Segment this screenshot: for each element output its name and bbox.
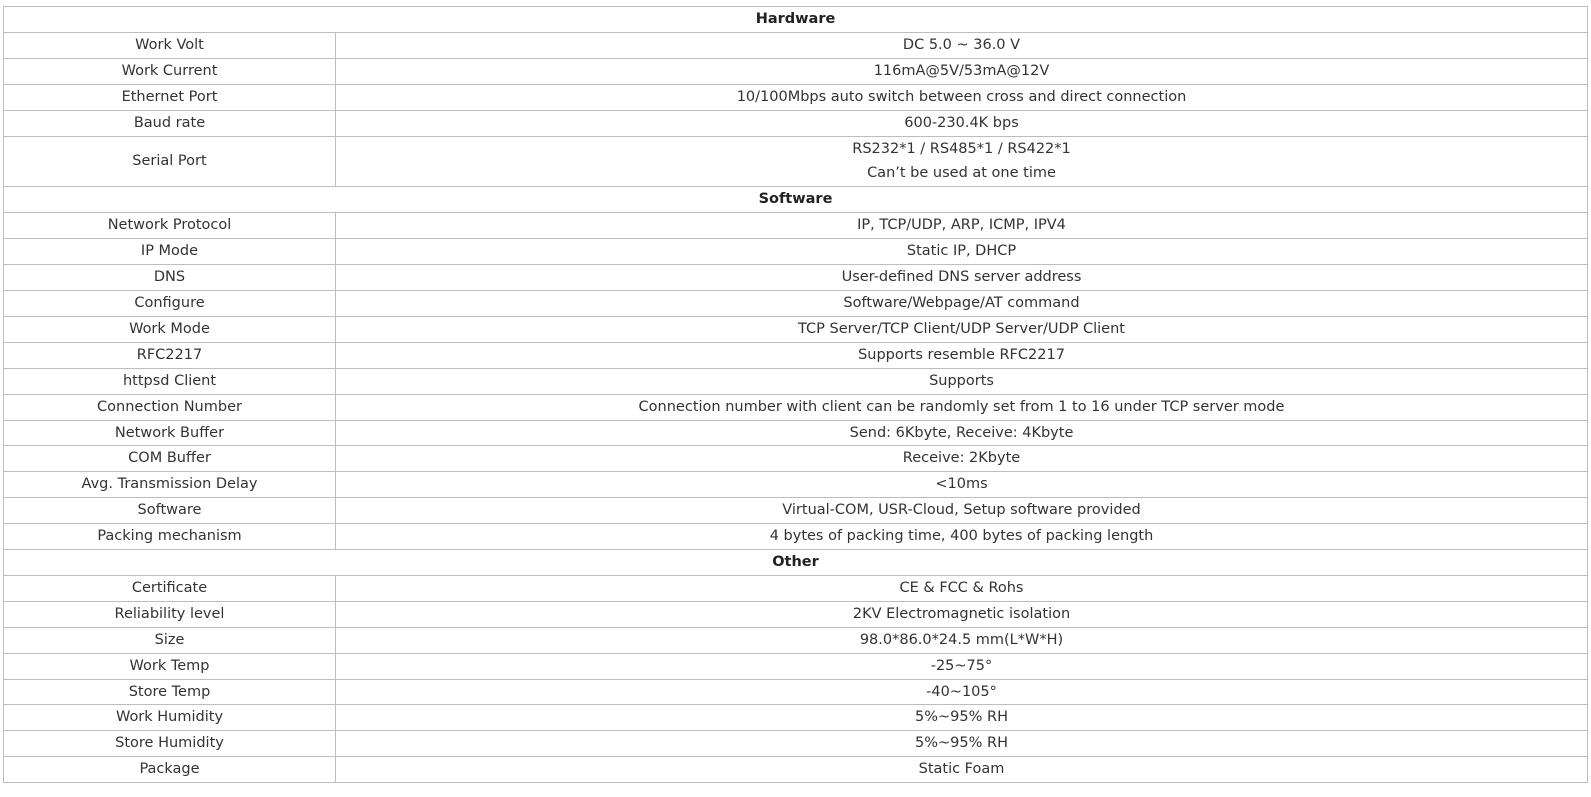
row-value: IP, TCP/UDP, ARP, ICMP, IPV4 [336, 213, 1588, 239]
row-value: CE & FCC & Rohs [336, 575, 1588, 601]
row-value: Supports resemble RFC2217 [336, 342, 1588, 368]
table-row [4, 420, 1588, 446]
row-label: Avg. Transmission Delay [4, 472, 336, 498]
table-row [4, 679, 1588, 705]
row-value: Send: 6Kbyte, Receive: 4Kbyte [336, 420, 1588, 446]
row-value: 116mA@5V/53mA@12V [336, 58, 1588, 84]
table-row [4, 472, 1588, 498]
table-row [4, 58, 1588, 84]
table-row [4, 136, 1588, 187]
table-row [4, 498, 1588, 524]
row-label: Size [4, 627, 336, 653]
row-label: Serial Port [4, 136, 336, 187]
table-row [4, 446, 1588, 472]
table-row [4, 213, 1588, 239]
table-row [4, 290, 1588, 316]
row-value: -25~75° [336, 653, 1588, 679]
row-label: Work Volt [4, 32, 336, 58]
row-label: Software [4, 498, 336, 524]
table-row [4, 342, 1588, 368]
table-row [4, 239, 1588, 265]
table-row [4, 110, 1588, 136]
row-value: 98.0*86.0*24.5 mm(L*W*H) [336, 627, 1588, 653]
table-row [4, 731, 1588, 757]
table-row [4, 653, 1588, 679]
row-label: DNS [4, 265, 336, 291]
row-label: Packing mechanism [4, 524, 336, 550]
row-label: Connection Number [4, 394, 336, 420]
section-header-other: Other [4, 550, 1588, 576]
table-row [4, 368, 1588, 394]
row-value: DC 5.0 ~ 36.0 V [336, 32, 1588, 58]
row-value [336, 136, 1588, 187]
row-value: <10ms [336, 472, 1588, 498]
table-row [4, 757, 1588, 783]
row-label: Reliability level [4, 601, 336, 627]
section-header-row [4, 7, 1588, 33]
row-label: Ethernet Port [4, 84, 336, 110]
row-label: Network Protocol [4, 213, 336, 239]
table-row [4, 265, 1588, 291]
table-row [4, 84, 1588, 110]
table-row [4, 524, 1588, 550]
table-row [4, 601, 1588, 627]
row-value: 5%~95% RH [336, 731, 1588, 757]
row-value: 10/100Mbps auto switch between cross and direct connection [336, 84, 1588, 110]
row-value-line: RS232*1 / RS485*1 / RS422*1 [852, 140, 1071, 157]
row-label: Store Humidity [4, 731, 336, 757]
row-value: User-defined DNS server address [336, 265, 1588, 291]
table-row [4, 627, 1588, 653]
row-value: Receive: 2Kbyte [336, 446, 1588, 472]
row-value-line: Can’t be used at one time [867, 165, 1056, 182]
row-value: 4 bytes of packing time, 400 bytes of packing length [336, 524, 1588, 550]
row-value: Virtual-COM, USR-Cloud, Setup software provided [336, 498, 1588, 524]
row-label: IP Mode [4, 239, 336, 265]
row-value: 2KV Electromagnetic isolation [336, 601, 1588, 627]
section-header-row [4, 187, 1588, 213]
spec-table [3, 6, 1588, 783]
row-label: Work Current [4, 58, 336, 84]
table-row [4, 316, 1588, 342]
row-value: Supports [336, 368, 1588, 394]
row-value: 5%~95% RH [336, 705, 1588, 731]
row-label: Configure [4, 290, 336, 316]
section-header-software: Software [4, 187, 1588, 213]
row-label: Work Temp [4, 653, 336, 679]
row-value: Software/Webpage/AT command [336, 290, 1588, 316]
row-value: 600-230.4K bps [336, 110, 1588, 136]
row-label: Network Buffer [4, 420, 336, 446]
table-row [4, 575, 1588, 601]
row-label: Package [4, 757, 336, 783]
row-label: Baud rate [4, 110, 336, 136]
row-value: Static Foam [336, 757, 1588, 783]
table-row [4, 705, 1588, 731]
row-label: RFC2217 [4, 342, 336, 368]
row-value: Static IP, DHCP [336, 239, 1588, 265]
section-header-row [4, 550, 1588, 576]
table-row [4, 32, 1588, 58]
row-label: Work Mode [4, 316, 336, 342]
section-header-hardware: Hardware [4, 7, 1588, 33]
row-label: COM Buffer [4, 446, 336, 472]
row-value: TCP Server/TCP Client/UDP Server/UDP Client [336, 316, 1588, 342]
row-value: Connection number with client can be randomly set from 1 to 16 under TCP server mode [336, 394, 1588, 420]
row-label: httpsd Client [4, 368, 336, 394]
row-label: Work Humidity [4, 705, 336, 731]
row-label: Certificate [4, 575, 336, 601]
table-row [4, 394, 1588, 420]
row-label: Store Temp [4, 679, 336, 705]
row-value: -40~105° [336, 679, 1588, 705]
